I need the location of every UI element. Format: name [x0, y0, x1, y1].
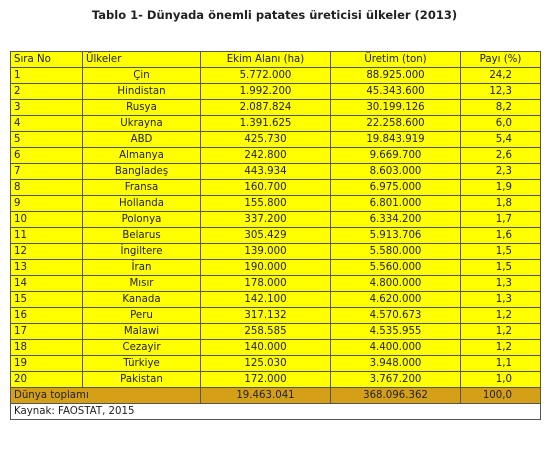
table-row	[11, 180, 541, 196]
table-row	[11, 132, 541, 148]
total-row	[11, 388, 541, 404]
cell-no: 13	[11, 260, 83, 276]
cell-area: 142.100	[201, 292, 331, 308]
cell-country: İran	[83, 260, 201, 276]
table-row	[11, 68, 541, 84]
total-production: 368.096.362	[331, 388, 461, 404]
table-row	[11, 356, 541, 372]
cell-area: 190.000	[201, 260, 331, 276]
cell-country: Kanada	[83, 292, 201, 308]
table-row	[11, 100, 541, 116]
cell-no: 15	[11, 292, 83, 308]
cell-no: 8	[11, 180, 83, 196]
cell-no: 16	[11, 308, 83, 324]
source-row	[11, 404, 541, 420]
cell-share: 1,9	[461, 180, 541, 196]
cell-production: 4.800.000	[331, 276, 461, 292]
cell-share: 1,3	[461, 292, 541, 308]
cell-production: 3.767.200	[331, 372, 461, 388]
table-row	[11, 148, 541, 164]
cell-country: Almanya	[83, 148, 201, 164]
cell-area: 425.730	[201, 132, 331, 148]
cell-area: 242.800	[201, 148, 331, 164]
table-row	[11, 164, 541, 180]
table-row	[11, 196, 541, 212]
table-row	[11, 212, 541, 228]
total-share: 100,0	[461, 388, 541, 404]
cell-production: 88.925.000	[331, 68, 461, 84]
cell-production: 45.343.600	[331, 84, 461, 100]
header-production: Üretim (ton)	[331, 52, 461, 68]
cell-share: 1,8	[461, 196, 541, 212]
cell-no: 4	[11, 116, 83, 132]
header-area: Ekim Alanı (ha)	[201, 52, 331, 68]
header-no: Sıra No	[11, 52, 83, 68]
cell-share: 1,1	[461, 356, 541, 372]
cell-production: 3.948.000	[331, 356, 461, 372]
cell-no: 1	[11, 68, 83, 84]
cell-country: ABD	[83, 132, 201, 148]
cell-no: 12	[11, 244, 83, 260]
cell-no: 7	[11, 164, 83, 180]
potato-producers-table	[10, 51, 541, 420]
cell-country: Peru	[83, 308, 201, 324]
cell-country: Fransa	[83, 180, 201, 196]
cell-country: Cezayir	[83, 340, 201, 356]
cell-share: 1,5	[461, 260, 541, 276]
cell-area: 172.000	[201, 372, 331, 388]
cell-area: 5.772.000	[201, 68, 331, 84]
cell-production: 6.975.000	[331, 180, 461, 196]
cell-share: 2,3	[461, 164, 541, 180]
cell-country: Hollanda	[83, 196, 201, 212]
table-row	[11, 308, 541, 324]
cell-area: 139.000	[201, 244, 331, 260]
cell-share: 5,4	[461, 132, 541, 148]
cell-no: 20	[11, 372, 83, 388]
cell-country: Pakistan	[83, 372, 201, 388]
cell-no: 2	[11, 84, 83, 100]
cell-share: 1,0	[461, 372, 541, 388]
total-area: 19.463.041	[201, 388, 331, 404]
table-row	[11, 324, 541, 340]
cell-no: 11	[11, 228, 83, 244]
cell-area: 140.000	[201, 340, 331, 356]
cell-production: 4.535.955	[331, 324, 461, 340]
cell-country: Mısır	[83, 276, 201, 292]
cell-no: 17	[11, 324, 83, 340]
table-row	[11, 340, 541, 356]
cell-country: Ukrayna	[83, 116, 201, 132]
cell-area: 317.132	[201, 308, 331, 324]
cell-country: Hindistan	[83, 84, 201, 100]
cell-area: 1.992.200	[201, 84, 331, 100]
cell-share: 1,2	[461, 324, 541, 340]
cell-share: 24,2	[461, 68, 541, 84]
table-row	[11, 244, 541, 260]
cell-production: 8.603.000	[331, 164, 461, 180]
cell-no: 9	[11, 196, 83, 212]
cell-no: 10	[11, 212, 83, 228]
cell-production: 4.570.673	[331, 308, 461, 324]
cell-area: 178.000	[201, 276, 331, 292]
cell-no: 6	[11, 148, 83, 164]
cell-area: 2.087.824	[201, 100, 331, 116]
cell-country: Polonya	[83, 212, 201, 228]
cell-area: 258.585	[201, 324, 331, 340]
cell-no: 14	[11, 276, 83, 292]
table-container	[10, 51, 540, 420]
cell-country: Çin	[83, 68, 201, 84]
cell-area: 305.429	[201, 228, 331, 244]
cell-production: 6.334.200	[331, 212, 461, 228]
cell-country: Türkiye	[83, 356, 201, 372]
cell-no: 19	[11, 356, 83, 372]
cell-no: 18	[11, 340, 83, 356]
cell-country: Bangladeş	[83, 164, 201, 180]
cell-area: 155.800	[201, 196, 331, 212]
cell-area: 125.030	[201, 356, 331, 372]
cell-area: 443.934	[201, 164, 331, 180]
cell-production: 9.669.700	[331, 148, 461, 164]
cell-country: Rusya	[83, 100, 201, 116]
cell-share: 8,2	[461, 100, 541, 116]
table-row	[11, 276, 541, 292]
total-label: Dünya toplamı	[11, 388, 201, 404]
cell-production: 22.258.600	[331, 116, 461, 132]
cell-share: 1,6	[461, 228, 541, 244]
header-share: Payı (%)	[461, 52, 541, 68]
header-country: Ülkeler	[83, 52, 201, 68]
table-row	[11, 292, 541, 308]
cell-country: Belarus	[83, 228, 201, 244]
cell-share: 1,2	[461, 308, 541, 324]
table-body	[11, 68, 541, 420]
cell-share: 1,7	[461, 212, 541, 228]
table-row	[11, 260, 541, 276]
cell-production: 4.620.000	[331, 292, 461, 308]
cell-area: 1.391.625	[201, 116, 331, 132]
cell-country: İngiltere	[83, 244, 201, 260]
cell-production: 4.400.000	[331, 340, 461, 356]
cell-share: 2,6	[461, 148, 541, 164]
table-row	[11, 116, 541, 132]
cell-production: 5.560.000	[331, 260, 461, 276]
cell-no: 5	[11, 132, 83, 148]
table-row	[11, 372, 541, 388]
cell-no: 3	[11, 100, 83, 116]
source-note: Kaynak: FAOSTAT, 2015	[11, 404, 541, 420]
table-row	[11, 228, 541, 244]
cell-area: 160.700	[201, 180, 331, 196]
cell-share: 6,0	[461, 116, 541, 132]
cell-area: 337.200	[201, 212, 331, 228]
cell-share: 1,5	[461, 244, 541, 260]
cell-production: 5.913.706	[331, 228, 461, 244]
cell-share: 1,3	[461, 276, 541, 292]
cell-production: 6.801.000	[331, 196, 461, 212]
cell-production: 19.843.919	[331, 132, 461, 148]
cell-share: 12,3	[461, 84, 541, 100]
table-title: Tablo 1- Dünyada önemli patates üreticisi ülkeler (2013)	[91, 8, 458, 22]
cell-share: 1,2	[461, 340, 541, 356]
cell-production: 30.199.126	[331, 100, 461, 116]
header-row	[11, 52, 541, 68]
cell-production: 5.580.000	[331, 244, 461, 260]
table-row	[11, 84, 541, 100]
cell-country: Malawi	[83, 324, 201, 340]
